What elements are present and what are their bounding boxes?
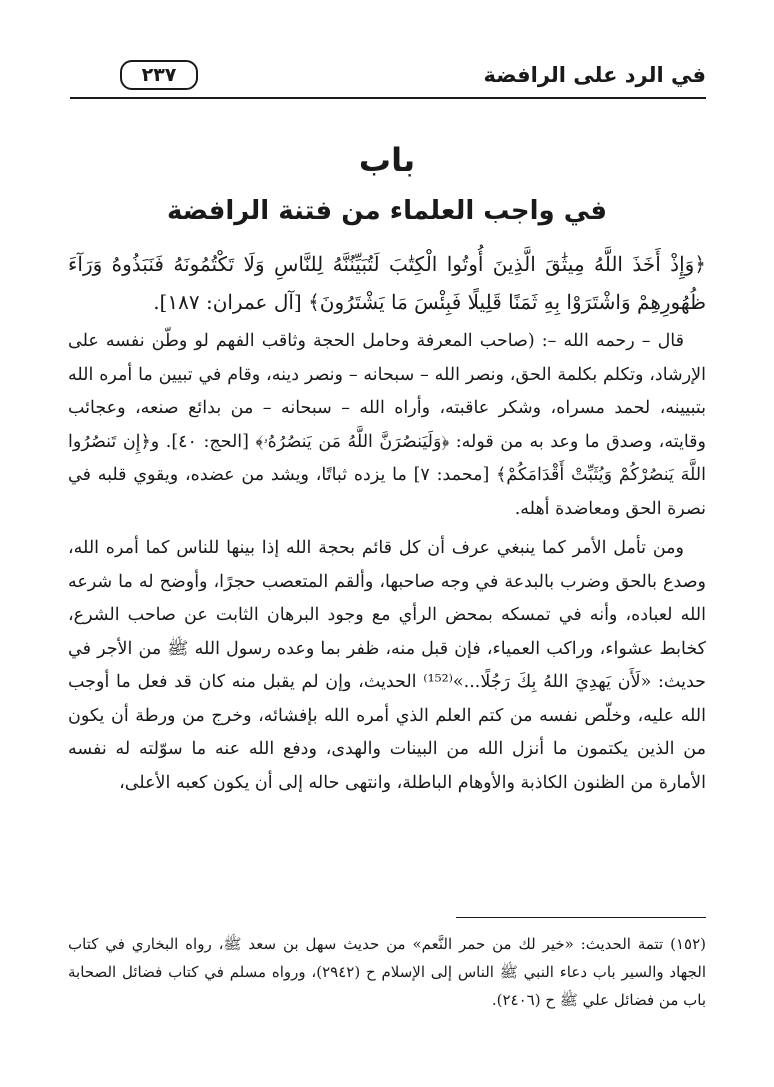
running-title: في الرد على الرافضة bbox=[483, 63, 706, 87]
header-rule bbox=[70, 97, 706, 99]
page-number-badge: ٢٣٧ bbox=[120, 60, 198, 90]
quran-verse: ﴿وَإِذْ أَخَذَ اللَّهُ مِيثَٰقَ الَّذِينَ أُوتُوا الْكِتَٰبَ لَتُبَيِّنُنَّهُ لِلنَّاسِ وَلَا تَكْتُمُونَهُ فَنَبَذُوهُ وَرَآءَ ظُهُورِهِمْ وَاشْتَرَوْا بِهِ ثَمَنًا قَلِيلًا فَبِئْسَ مَا يَشْتَرُونَ﴾ [آل عمران: ١٨٧]. bbox=[68, 252, 706, 314]
paragraph-2: ومن تأمل الأمر كما ينبغي عرف أن كل قائم بحجة الله إذا بينها للناس كما أمره الله، وصدع بالحق وضرب بالبدعة في وجه صاحبها، وألقم المتعصب حجرًا، وأوضح له ما شرعه الله لعباده، وأنه في تمسكه بمحض الرأي مع وجود البرهان الثابت عن صاحب الشرع، كخابط عشواء، وراكب العمياء، فإن قبل منه، ظفر بما وعده رسول الله ﷺ من الأجر في حديث: «لَأَن يَهدِيَ اللهُ بِكَ رَجُلًا...»⁽¹⁵²⁾ الحديث، وإن لم يقبل منه كان قد فعل ما أوجب الله عليه، وخلّص نفسه من كتم العلم الذي أمره الله بإفشائه، وخرج من ورطة أن يكون من الذين يكتمون ما أنزل الله من البينات والهدى، ودفع الله عنه ما سوّلته له نفسه الأمارة من الظنون الكاذبة والأوهام الباطلة، وانتهى حاله إلى أن يكون كعبه الأعلى، bbox=[68, 538, 706, 793]
paragraph-1: قال – رحمه الله –: (صاحب المعرفة وحامل الحجة وثاقب الفهم لو وطّن نفسه على الإرشاد، وتكلم بكلمة الحق، ونصر الله – سبحانه – ونصر دينه، وقام في تبيين ما أمره الله بتبيينه، لحمد مسراه، وشكر عاقبته، وأراه الله – سبحانه – من بدائع صنعه، وعجائب وقايته، وصدق ما وعد به من قوله: ﴿وَلَيَنصُرَنَّ اللَّهُ مَن يَنصُرُهُۥ﴾ [الحج: ٤٠]. و﴿إِن تَنصُرُوا اللَّهَ يَنصُرْكُمْ وَيُثَبِّتْ أَقْدَامَكُمْ﴾ [محمد: ٧] ما يزده ثباتًا، ويشد من عضده، ويقوي قلبه في نصرة الحق ومعاضدة أهله. bbox=[68, 331, 707, 519]
body-text bbox=[68, 245, 706, 800]
footnote-rule bbox=[456, 917, 706, 918]
chapter-heading: باب bbox=[358, 141, 416, 179]
footnote: (١٥٢) تتمة الحديث: «خير لك من حمر النَّعم» من حديث سهل بن سعد ﷺ، رواه البخاري في كتاب الجهاد والسير باب دعاء النبي ﷺ الناس إلى الإسلام ح (٢٩٤٢)، ورواه مسلم في كتاب فضائل الصحابة باب من فضائل علي ﷺ ح (٢٤٠٦). bbox=[68, 935, 706, 1009]
chapter-title: في واجب العلماء من فتنة الرافضة bbox=[166, 196, 608, 226]
running-head bbox=[0, 60, 774, 96]
